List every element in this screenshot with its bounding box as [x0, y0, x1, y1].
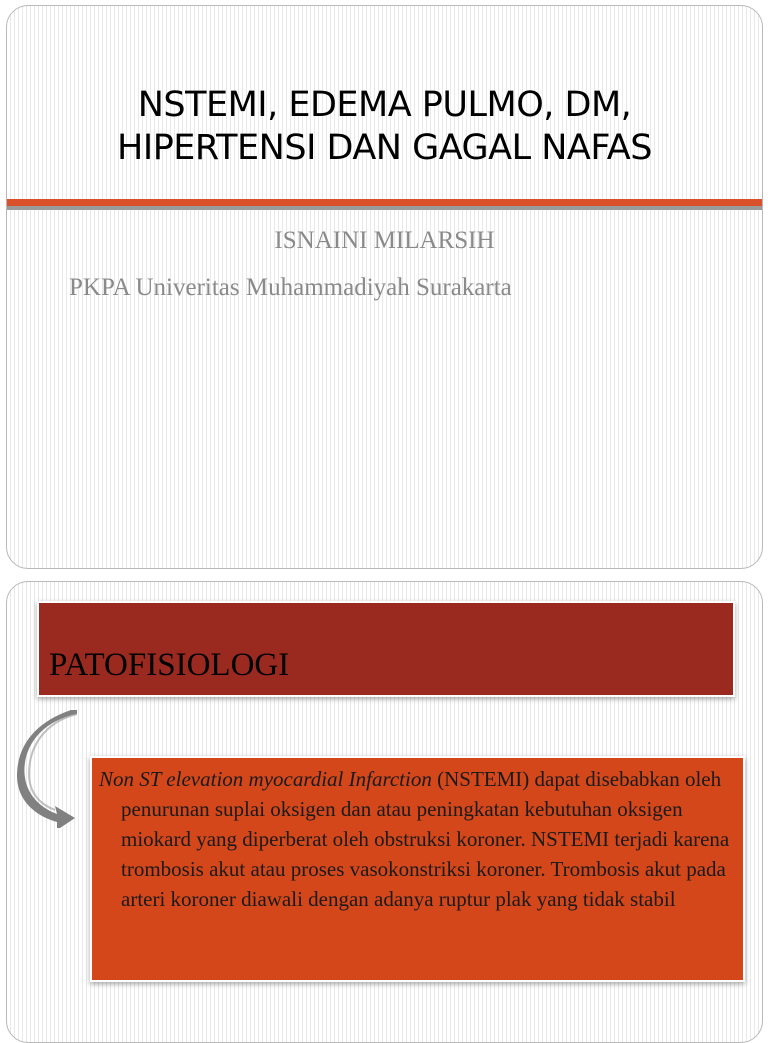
title-divider-gray — [7, 206, 762, 210]
title-divider-accent — [7, 199, 762, 206]
body-text: (NSTEMI) dapat disebabkan oleh penurunan suplai oksigen dan atau peningkatan kebutuhan oksigen miokard yang diperberat oleh obstruksi koroner. NSTEMI terjadi karena trombosis akut atau proses vasokonstriksi koroner. Trombosis akut pada arteri koroner diawali dengan adanya ruptur plak yang tidak stabil — [121, 767, 730, 911]
heading-banner — [37, 601, 735, 697]
author-affiliation: PKPA Univeritas Muhammadiyah Surakarta — [69, 274, 512, 301]
slide-title-line-1: NSTEMI, EDEMA PULMO, DM, — [137, 85, 632, 125]
content-slide — [6, 581, 763, 1043]
curved-arrow-icon — [15, 710, 87, 828]
content-box — [90, 756, 745, 982]
body-paragraph — [99, 764, 737, 914]
title-slide — [6, 5, 763, 569]
author-name: ISNAINI MILARSIH — [274, 227, 495, 254]
slide-title-line-2: HIPERTENSI DAN GAGAL NAFAS — [117, 128, 652, 168]
body-term-italic: Non ST elevation myocardial Infarction — [99, 767, 432, 791]
slide-heading: PATOFISIOLOGI — [49, 647, 290, 683]
slide-title — [7, 84, 762, 170]
